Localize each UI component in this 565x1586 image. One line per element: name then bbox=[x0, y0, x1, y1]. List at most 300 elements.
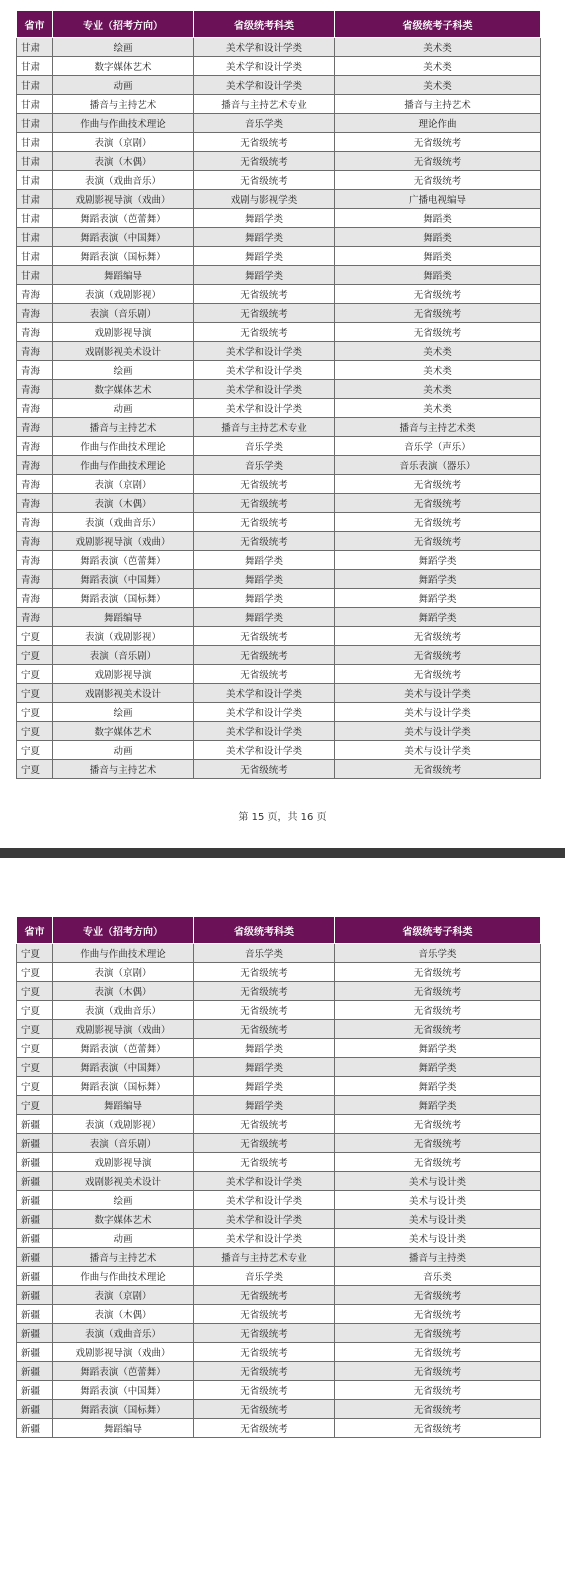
cell-sub-category: 美术与设计学类 bbox=[335, 741, 541, 760]
cell-sub-category: 无省级统考 bbox=[335, 1153, 541, 1172]
cell-province: 青海 bbox=[17, 399, 53, 418]
cell-sub-category: 无省级统考 bbox=[335, 963, 541, 982]
cell-exam-category: 舞蹈学类 bbox=[194, 1096, 335, 1115]
table-row bbox=[17, 1343, 541, 1362]
cell-sub-category: 无省级统考 bbox=[335, 1305, 541, 1324]
cell-sub-category: 音乐学（声乐） bbox=[335, 437, 541, 456]
cell-exam-category: 美术学和设计学类 bbox=[194, 57, 335, 76]
cell-exam-category: 美术学和设计学类 bbox=[194, 741, 335, 760]
table-row bbox=[17, 760, 541, 779]
table-row bbox=[17, 1286, 541, 1305]
cell-province: 甘肃 bbox=[17, 133, 53, 152]
cell-province: 青海 bbox=[17, 323, 53, 342]
cell-major: 作曲与作曲技术理论 bbox=[53, 944, 194, 963]
table-row bbox=[17, 1362, 541, 1381]
cell-sub-category: 美术类 bbox=[335, 399, 541, 418]
cell-sub-category: 美术与设计学类 bbox=[335, 722, 541, 741]
table-row bbox=[17, 1191, 541, 1210]
cell-province: 青海 bbox=[17, 513, 53, 532]
table-row bbox=[17, 418, 541, 437]
cell-sub-category: 美术类 bbox=[335, 76, 541, 95]
cell-sub-category: 无省级统考 bbox=[335, 982, 541, 1001]
cell-exam-category: 舞蹈学类 bbox=[194, 247, 335, 266]
cell-exam-category: 音乐学类 bbox=[194, 456, 335, 475]
cell-exam-category: 无省级统考 bbox=[194, 1343, 335, 1362]
cell-province: 宁夏 bbox=[17, 722, 53, 741]
cell-sub-category: 音乐表演（器乐） bbox=[335, 456, 541, 475]
table-header-row bbox=[17, 11, 541, 38]
cell-sub-category: 播音与主持类 bbox=[335, 1248, 541, 1267]
cell-sub-category: 无省级统考 bbox=[335, 494, 541, 513]
cell-province: 新疆 bbox=[17, 1286, 53, 1305]
table-row bbox=[17, 1324, 541, 1343]
cell-exam-category: 舞蹈学类 bbox=[194, 570, 335, 589]
cell-province: 青海 bbox=[17, 361, 53, 380]
cell-sub-category: 无省级统考 bbox=[335, 1286, 541, 1305]
cell-province: 甘肃 bbox=[17, 190, 53, 209]
cell-province: 青海 bbox=[17, 494, 53, 513]
cell-major: 舞蹈编导 bbox=[53, 1096, 194, 1115]
cell-exam-category: 无省级统考 bbox=[194, 1400, 335, 1419]
table-row bbox=[17, 1096, 541, 1115]
table-row bbox=[17, 1381, 541, 1400]
cell-province: 新疆 bbox=[17, 1248, 53, 1267]
cell-sub-category: 无省级统考 bbox=[335, 1001, 541, 1020]
cell-province: 青海 bbox=[17, 608, 53, 627]
cell-major: 戏剧影视导演 bbox=[53, 1153, 194, 1172]
cell-province: 宁夏 bbox=[17, 1058, 53, 1077]
cell-major: 表演（京剧） bbox=[53, 475, 194, 494]
cell-province: 新疆 bbox=[17, 1229, 53, 1248]
table-row bbox=[17, 76, 541, 95]
cell-province: 宁夏 bbox=[17, 1077, 53, 1096]
table-row bbox=[17, 703, 541, 722]
cell-major: 绘画 bbox=[53, 361, 194, 380]
cell-sub-category: 无省级统考 bbox=[335, 171, 541, 190]
page-footer: 第 15 页，共 16 页 bbox=[238, 812, 327, 823]
cell-sub-category: 无省级统考 bbox=[335, 1324, 541, 1343]
header-major: 专业（招考方向） bbox=[53, 917, 194, 944]
table-row bbox=[17, 399, 541, 418]
cell-sub-category: 美术与设计类 bbox=[335, 1172, 541, 1191]
cell-province: 新疆 bbox=[17, 1153, 53, 1172]
cell-province: 宁夏 bbox=[17, 1096, 53, 1115]
cell-sub-category: 美术类 bbox=[335, 57, 541, 76]
cell-province: 青海 bbox=[17, 589, 53, 608]
cell-province: 新疆 bbox=[17, 1343, 53, 1362]
table-row bbox=[17, 152, 541, 171]
cell-major: 动画 bbox=[53, 741, 194, 760]
cell-sub-category: 舞蹈学类 bbox=[335, 551, 541, 570]
table-row bbox=[17, 1134, 541, 1153]
page-separator bbox=[0, 848, 565, 858]
cell-province: 新疆 bbox=[17, 1362, 53, 1381]
table-row bbox=[17, 1153, 541, 1172]
cell-sub-category: 播音与主持艺术类 bbox=[335, 418, 541, 437]
cell-major: 表演（戏曲音乐） bbox=[53, 171, 194, 190]
cell-sub-category: 舞蹈学类 bbox=[335, 1096, 541, 1115]
cell-sub-category: 音乐类 bbox=[335, 1267, 541, 1286]
table-row bbox=[17, 437, 541, 456]
cell-sub-category: 舞蹈类 bbox=[335, 266, 541, 285]
cell-major: 动画 bbox=[53, 76, 194, 95]
cell-exam-category: 美术学和设计学类 bbox=[194, 1172, 335, 1191]
cell-exam-category: 音乐学类 bbox=[194, 114, 335, 133]
table-row bbox=[17, 589, 541, 608]
cell-sub-category: 播音与主持艺术 bbox=[335, 95, 541, 114]
cell-sub-category: 美术与设计学类 bbox=[335, 703, 541, 722]
header-sub-category: 省级统考子科类 bbox=[335, 917, 541, 944]
cell-sub-category: 舞蹈学类 bbox=[335, 570, 541, 589]
table-row bbox=[17, 1115, 541, 1134]
cell-sub-category: 无省级统考 bbox=[335, 133, 541, 152]
table-row bbox=[17, 57, 541, 76]
cell-exam-category: 美术学和设计学类 bbox=[194, 38, 335, 57]
cell-exam-category: 美术学和设计学类 bbox=[194, 1210, 335, 1229]
cell-major: 舞蹈表演（芭蕾舞） bbox=[53, 209, 194, 228]
cell-exam-category: 播音与主持艺术专业 bbox=[194, 418, 335, 437]
cell-exam-category: 美术学和设计学类 bbox=[194, 703, 335, 722]
cell-sub-category: 舞蹈类 bbox=[335, 209, 541, 228]
table-body bbox=[17, 944, 541, 1438]
cell-exam-category: 无省级统考 bbox=[194, 1115, 335, 1134]
cell-major: 表演（戏曲音乐） bbox=[53, 1324, 194, 1343]
cell-province: 新疆 bbox=[17, 1134, 53, 1153]
table-row bbox=[17, 646, 541, 665]
cell-province: 甘肃 bbox=[17, 76, 53, 95]
cell-sub-category: 美术类 bbox=[335, 380, 541, 399]
cell-exam-category: 无省级统考 bbox=[194, 1419, 335, 1438]
table-row bbox=[17, 982, 541, 1001]
cell-province: 青海 bbox=[17, 532, 53, 551]
cell-major: 表演（音乐剧） bbox=[53, 646, 194, 665]
cell-province: 青海 bbox=[17, 437, 53, 456]
cell-province: 新疆 bbox=[17, 1191, 53, 1210]
cell-major: 表演（木偶） bbox=[53, 494, 194, 513]
cell-province: 青海 bbox=[17, 304, 53, 323]
cell-major: 数字媒体艺术 bbox=[53, 1210, 194, 1229]
cell-exam-category: 舞蹈学类 bbox=[194, 1058, 335, 1077]
cell-sub-category: 无省级统考 bbox=[335, 1134, 541, 1153]
cell-major: 表演（戏曲音乐） bbox=[53, 1001, 194, 1020]
cell-exam-category: 舞蹈学类 bbox=[194, 228, 335, 247]
cell-major: 舞蹈表演（国标舞） bbox=[53, 589, 194, 608]
cell-exam-category: 无省级统考 bbox=[194, 304, 335, 323]
cell-sub-category: 无省级统考 bbox=[335, 304, 541, 323]
admission-table bbox=[16, 916, 541, 1438]
cell-province: 宁夏 bbox=[17, 1020, 53, 1039]
table-row bbox=[17, 1077, 541, 1096]
cell-major: 作曲与作曲技术理论 bbox=[53, 114, 194, 133]
cell-major: 数字媒体艺术 bbox=[53, 722, 194, 741]
cell-exam-category: 无省级统考 bbox=[194, 1286, 335, 1305]
cell-exam-category: 无省级统考 bbox=[194, 475, 335, 494]
cell-major: 数字媒体艺术 bbox=[53, 57, 194, 76]
cell-province: 新疆 bbox=[17, 1324, 53, 1343]
table-row bbox=[17, 532, 541, 551]
cell-major: 戏剧影视导演（戏曲） bbox=[53, 1020, 194, 1039]
cell-province: 宁夏 bbox=[17, 741, 53, 760]
header-major: 专业（招考方向） bbox=[53, 11, 194, 38]
cell-sub-category: 无省级统考 bbox=[335, 627, 541, 646]
table-row bbox=[17, 1419, 541, 1438]
cell-major: 舞蹈表演（国标舞） bbox=[53, 247, 194, 266]
cell-province: 青海 bbox=[17, 418, 53, 437]
cell-major: 表演（京剧） bbox=[53, 1286, 194, 1305]
cell-major: 戏剧影视导演 bbox=[53, 665, 194, 684]
cell-sub-category: 无省级统考 bbox=[335, 323, 541, 342]
table-row bbox=[17, 266, 541, 285]
table-row bbox=[17, 456, 541, 475]
cell-province: 新疆 bbox=[17, 1172, 53, 1191]
cell-major: 戏剧影视导演 bbox=[53, 323, 194, 342]
cell-sub-category: 美术类 bbox=[335, 342, 541, 361]
cell-exam-category: 美术学和设计学类 bbox=[194, 684, 335, 703]
cell-sub-category: 无省级统考 bbox=[335, 532, 541, 551]
cell-province: 宁夏 bbox=[17, 627, 53, 646]
table-row bbox=[17, 1020, 541, 1039]
table-row bbox=[17, 209, 541, 228]
cell-exam-category: 音乐学类 bbox=[194, 1267, 335, 1286]
cell-exam-category: 无省级统考 bbox=[194, 1134, 335, 1153]
table-row bbox=[17, 944, 541, 963]
cell-sub-category: 无省级统考 bbox=[335, 1115, 541, 1134]
cell-province: 青海 bbox=[17, 342, 53, 361]
cell-major: 表演（戏剧影视） bbox=[53, 1115, 194, 1134]
cell-exam-category: 无省级统考 bbox=[194, 760, 335, 779]
cell-major: 舞蹈表演（国标舞） bbox=[53, 1400, 194, 1419]
cell-exam-category: 舞蹈学类 bbox=[194, 608, 335, 627]
cell-exam-category: 无省级统考 bbox=[194, 1305, 335, 1324]
cell-province: 新疆 bbox=[17, 1381, 53, 1400]
table-row bbox=[17, 228, 541, 247]
cell-sub-category: 广播电视编导 bbox=[335, 190, 541, 209]
table-row bbox=[17, 190, 541, 209]
table-row bbox=[17, 684, 541, 703]
cell-province: 宁夏 bbox=[17, 646, 53, 665]
header-province: 省市 bbox=[17, 11, 53, 38]
cell-major: 播音与主持艺术 bbox=[53, 760, 194, 779]
cell-province: 新疆 bbox=[17, 1115, 53, 1134]
cell-exam-category: 音乐学类 bbox=[194, 944, 335, 963]
page-16 bbox=[0, 858, 565, 1586]
cell-major: 舞蹈编导 bbox=[53, 608, 194, 627]
cell-province: 青海 bbox=[17, 475, 53, 494]
cell-sub-category: 无省级统考 bbox=[335, 1419, 541, 1438]
cell-exam-category: 无省级统考 bbox=[194, 1001, 335, 1020]
cell-major: 表演（戏曲音乐） bbox=[53, 513, 194, 532]
cell-major: 数字媒体艺术 bbox=[53, 380, 194, 399]
cell-exam-category: 无省级统考 bbox=[194, 963, 335, 982]
cell-exam-category: 戏剧与影视学类 bbox=[194, 190, 335, 209]
table-row bbox=[17, 608, 541, 627]
cell-sub-category: 无省级统考 bbox=[335, 646, 541, 665]
cell-exam-category: 无省级统考 bbox=[194, 494, 335, 513]
cell-sub-category: 无省级统考 bbox=[335, 1343, 541, 1362]
cell-exam-category: 无省级统考 bbox=[194, 532, 335, 551]
cell-major: 表演（木偶） bbox=[53, 152, 194, 171]
cell-province: 甘肃 bbox=[17, 57, 53, 76]
table-row bbox=[17, 1305, 541, 1324]
cell-province: 青海 bbox=[17, 570, 53, 589]
table-row bbox=[17, 570, 541, 589]
cell-sub-category: 舞蹈学类 bbox=[335, 608, 541, 627]
cell-sub-category: 美术类 bbox=[335, 361, 541, 380]
cell-province: 新疆 bbox=[17, 1400, 53, 1419]
cell-sub-category: 美术与设计类 bbox=[335, 1191, 541, 1210]
cell-major: 舞蹈表演（中国舞） bbox=[53, 228, 194, 247]
cell-major: 作曲与作曲技术理论 bbox=[53, 1267, 194, 1286]
table-row bbox=[17, 1001, 541, 1020]
table-row bbox=[17, 741, 541, 760]
table-row bbox=[17, 1058, 541, 1077]
cell-major: 戏剧影视美术设计 bbox=[53, 342, 194, 361]
cell-exam-category: 无省级统考 bbox=[194, 285, 335, 304]
cell-major: 表演（音乐剧） bbox=[53, 304, 194, 323]
cell-sub-category: 无省级统考 bbox=[335, 1020, 541, 1039]
table-row bbox=[17, 323, 541, 342]
table-row bbox=[17, 475, 541, 494]
cell-province: 青海 bbox=[17, 380, 53, 399]
cell-exam-category: 美术学和设计学类 bbox=[194, 76, 335, 95]
cell-exam-category: 无省级统考 bbox=[194, 323, 335, 342]
table-row bbox=[17, 722, 541, 741]
cell-exam-category: 无省级统考 bbox=[194, 1381, 335, 1400]
cell-sub-category: 美术与设计类 bbox=[335, 1210, 541, 1229]
table-row bbox=[17, 171, 541, 190]
cell-major: 舞蹈表演（中国舞） bbox=[53, 570, 194, 589]
cell-exam-category: 舞蹈学类 bbox=[194, 589, 335, 608]
cell-province: 青海 bbox=[17, 456, 53, 475]
table-row bbox=[17, 551, 541, 570]
cell-province: 宁夏 bbox=[17, 982, 53, 1001]
cell-major: 舞蹈编导 bbox=[53, 266, 194, 285]
table-row bbox=[17, 1172, 541, 1191]
cell-exam-category: 无省级统考 bbox=[194, 1362, 335, 1381]
table-row bbox=[17, 114, 541, 133]
cell-major: 戏剧影视导演（戏曲） bbox=[53, 1343, 194, 1362]
table-row bbox=[17, 1248, 541, 1267]
cell-exam-category: 美术学和设计学类 bbox=[194, 1229, 335, 1248]
cell-major: 表演（木偶） bbox=[53, 982, 194, 1001]
cell-major: 戏剧影视导演（戏曲） bbox=[53, 190, 194, 209]
header-province: 省市 bbox=[17, 917, 53, 944]
cell-province: 宁夏 bbox=[17, 684, 53, 703]
cell-province: 甘肃 bbox=[17, 266, 53, 285]
cell-exam-category: 无省级统考 bbox=[194, 665, 335, 684]
admission-table bbox=[16, 10, 541, 779]
cell-exam-category: 舞蹈学类 bbox=[194, 551, 335, 570]
cell-major: 作曲与作曲技术理论 bbox=[53, 437, 194, 456]
cell-major: 表演（戏剧影视） bbox=[53, 627, 194, 646]
cell-major: 作曲与作曲技术理论 bbox=[53, 456, 194, 475]
cell-exam-category: 无省级统考 bbox=[194, 133, 335, 152]
cell-major: 绘画 bbox=[53, 38, 194, 57]
cell-sub-category: 无省级统考 bbox=[335, 1400, 541, 1419]
cell-exam-category: 无省级统考 bbox=[194, 1153, 335, 1172]
cell-major: 舞蹈表演（芭蕾舞） bbox=[53, 1362, 194, 1381]
cell-major: 舞蹈表演（芭蕾舞） bbox=[53, 1039, 194, 1058]
cell-exam-category: 美术学和设计学类 bbox=[194, 380, 335, 399]
table-row bbox=[17, 285, 541, 304]
cell-exam-category: 无省级统考 bbox=[194, 152, 335, 171]
cell-province: 青海 bbox=[17, 285, 53, 304]
table-row bbox=[17, 1210, 541, 1229]
table-row bbox=[17, 361, 541, 380]
cell-sub-category: 音乐学类 bbox=[335, 944, 541, 963]
cell-province: 新疆 bbox=[17, 1419, 53, 1438]
table-row bbox=[17, 95, 541, 114]
table-row bbox=[17, 133, 541, 152]
cell-major: 表演（京剧） bbox=[53, 133, 194, 152]
table-row bbox=[17, 1267, 541, 1286]
table-row bbox=[17, 304, 541, 323]
cell-province: 甘肃 bbox=[17, 247, 53, 266]
cell-province: 甘肃 bbox=[17, 95, 53, 114]
cell-province: 新疆 bbox=[17, 1305, 53, 1324]
cell-province: 甘肃 bbox=[17, 171, 53, 190]
cell-province: 宁夏 bbox=[17, 665, 53, 684]
cell-province: 宁夏 bbox=[17, 963, 53, 982]
cell-major: 绘画 bbox=[53, 703, 194, 722]
cell-major: 舞蹈表演（国标舞） bbox=[53, 1077, 194, 1096]
cell-exam-category: 舞蹈学类 bbox=[194, 266, 335, 285]
cell-sub-category: 无省级统考 bbox=[335, 1381, 541, 1400]
cell-major: 戏剧影视美术设计 bbox=[53, 684, 194, 703]
table-row bbox=[17, 1039, 541, 1058]
cell-major: 表演（京剧） bbox=[53, 963, 194, 982]
cell-province: 宁夏 bbox=[17, 1039, 53, 1058]
cell-major: 舞蹈表演（芭蕾舞） bbox=[53, 551, 194, 570]
cell-major: 播音与主持艺术 bbox=[53, 95, 194, 114]
cell-exam-category: 美术学和设计学类 bbox=[194, 342, 335, 361]
table-row bbox=[17, 494, 541, 513]
cell-province: 青海 bbox=[17, 551, 53, 570]
header-exam-category: 省级统考科类 bbox=[194, 11, 335, 38]
cell-exam-category: 无省级统考 bbox=[194, 646, 335, 665]
cell-sub-category: 理论作曲 bbox=[335, 114, 541, 133]
cell-sub-category: 无省级统考 bbox=[335, 475, 541, 494]
cell-sub-category: 舞蹈类 bbox=[335, 228, 541, 247]
cell-sub-category: 舞蹈学类 bbox=[335, 1077, 541, 1096]
cell-exam-category: 舞蹈学类 bbox=[194, 1039, 335, 1058]
cell-province: 甘肃 bbox=[17, 228, 53, 247]
cell-province: 甘肃 bbox=[17, 114, 53, 133]
table-row bbox=[17, 627, 541, 646]
cell-province: 宁夏 bbox=[17, 760, 53, 779]
table-row bbox=[17, 38, 541, 57]
cell-major: 表演（音乐剧） bbox=[53, 1134, 194, 1153]
table-body bbox=[17, 38, 541, 779]
table-row bbox=[17, 342, 541, 361]
cell-exam-category: 美术学和设计学类 bbox=[194, 399, 335, 418]
cell-sub-category: 无省级统考 bbox=[335, 1362, 541, 1381]
cell-province: 宁夏 bbox=[17, 703, 53, 722]
cell-major: 舞蹈表演（中国舞） bbox=[53, 1381, 194, 1400]
table-row bbox=[17, 380, 541, 399]
cell-exam-category: 无省级统考 bbox=[194, 513, 335, 532]
cell-major: 动画 bbox=[53, 1229, 194, 1248]
cell-sub-category: 舞蹈学类 bbox=[335, 589, 541, 608]
cell-exam-category: 美术学和设计学类 bbox=[194, 722, 335, 741]
cell-major: 舞蹈编导 bbox=[53, 1419, 194, 1438]
table-row bbox=[17, 1229, 541, 1248]
header-sub-category: 省级统考子科类 bbox=[335, 11, 541, 38]
cell-sub-category: 美术与设计学类 bbox=[335, 684, 541, 703]
cell-exam-category: 舞蹈学类 bbox=[194, 209, 335, 228]
table-row bbox=[17, 963, 541, 982]
cell-sub-category: 美术与设计类 bbox=[335, 1229, 541, 1248]
